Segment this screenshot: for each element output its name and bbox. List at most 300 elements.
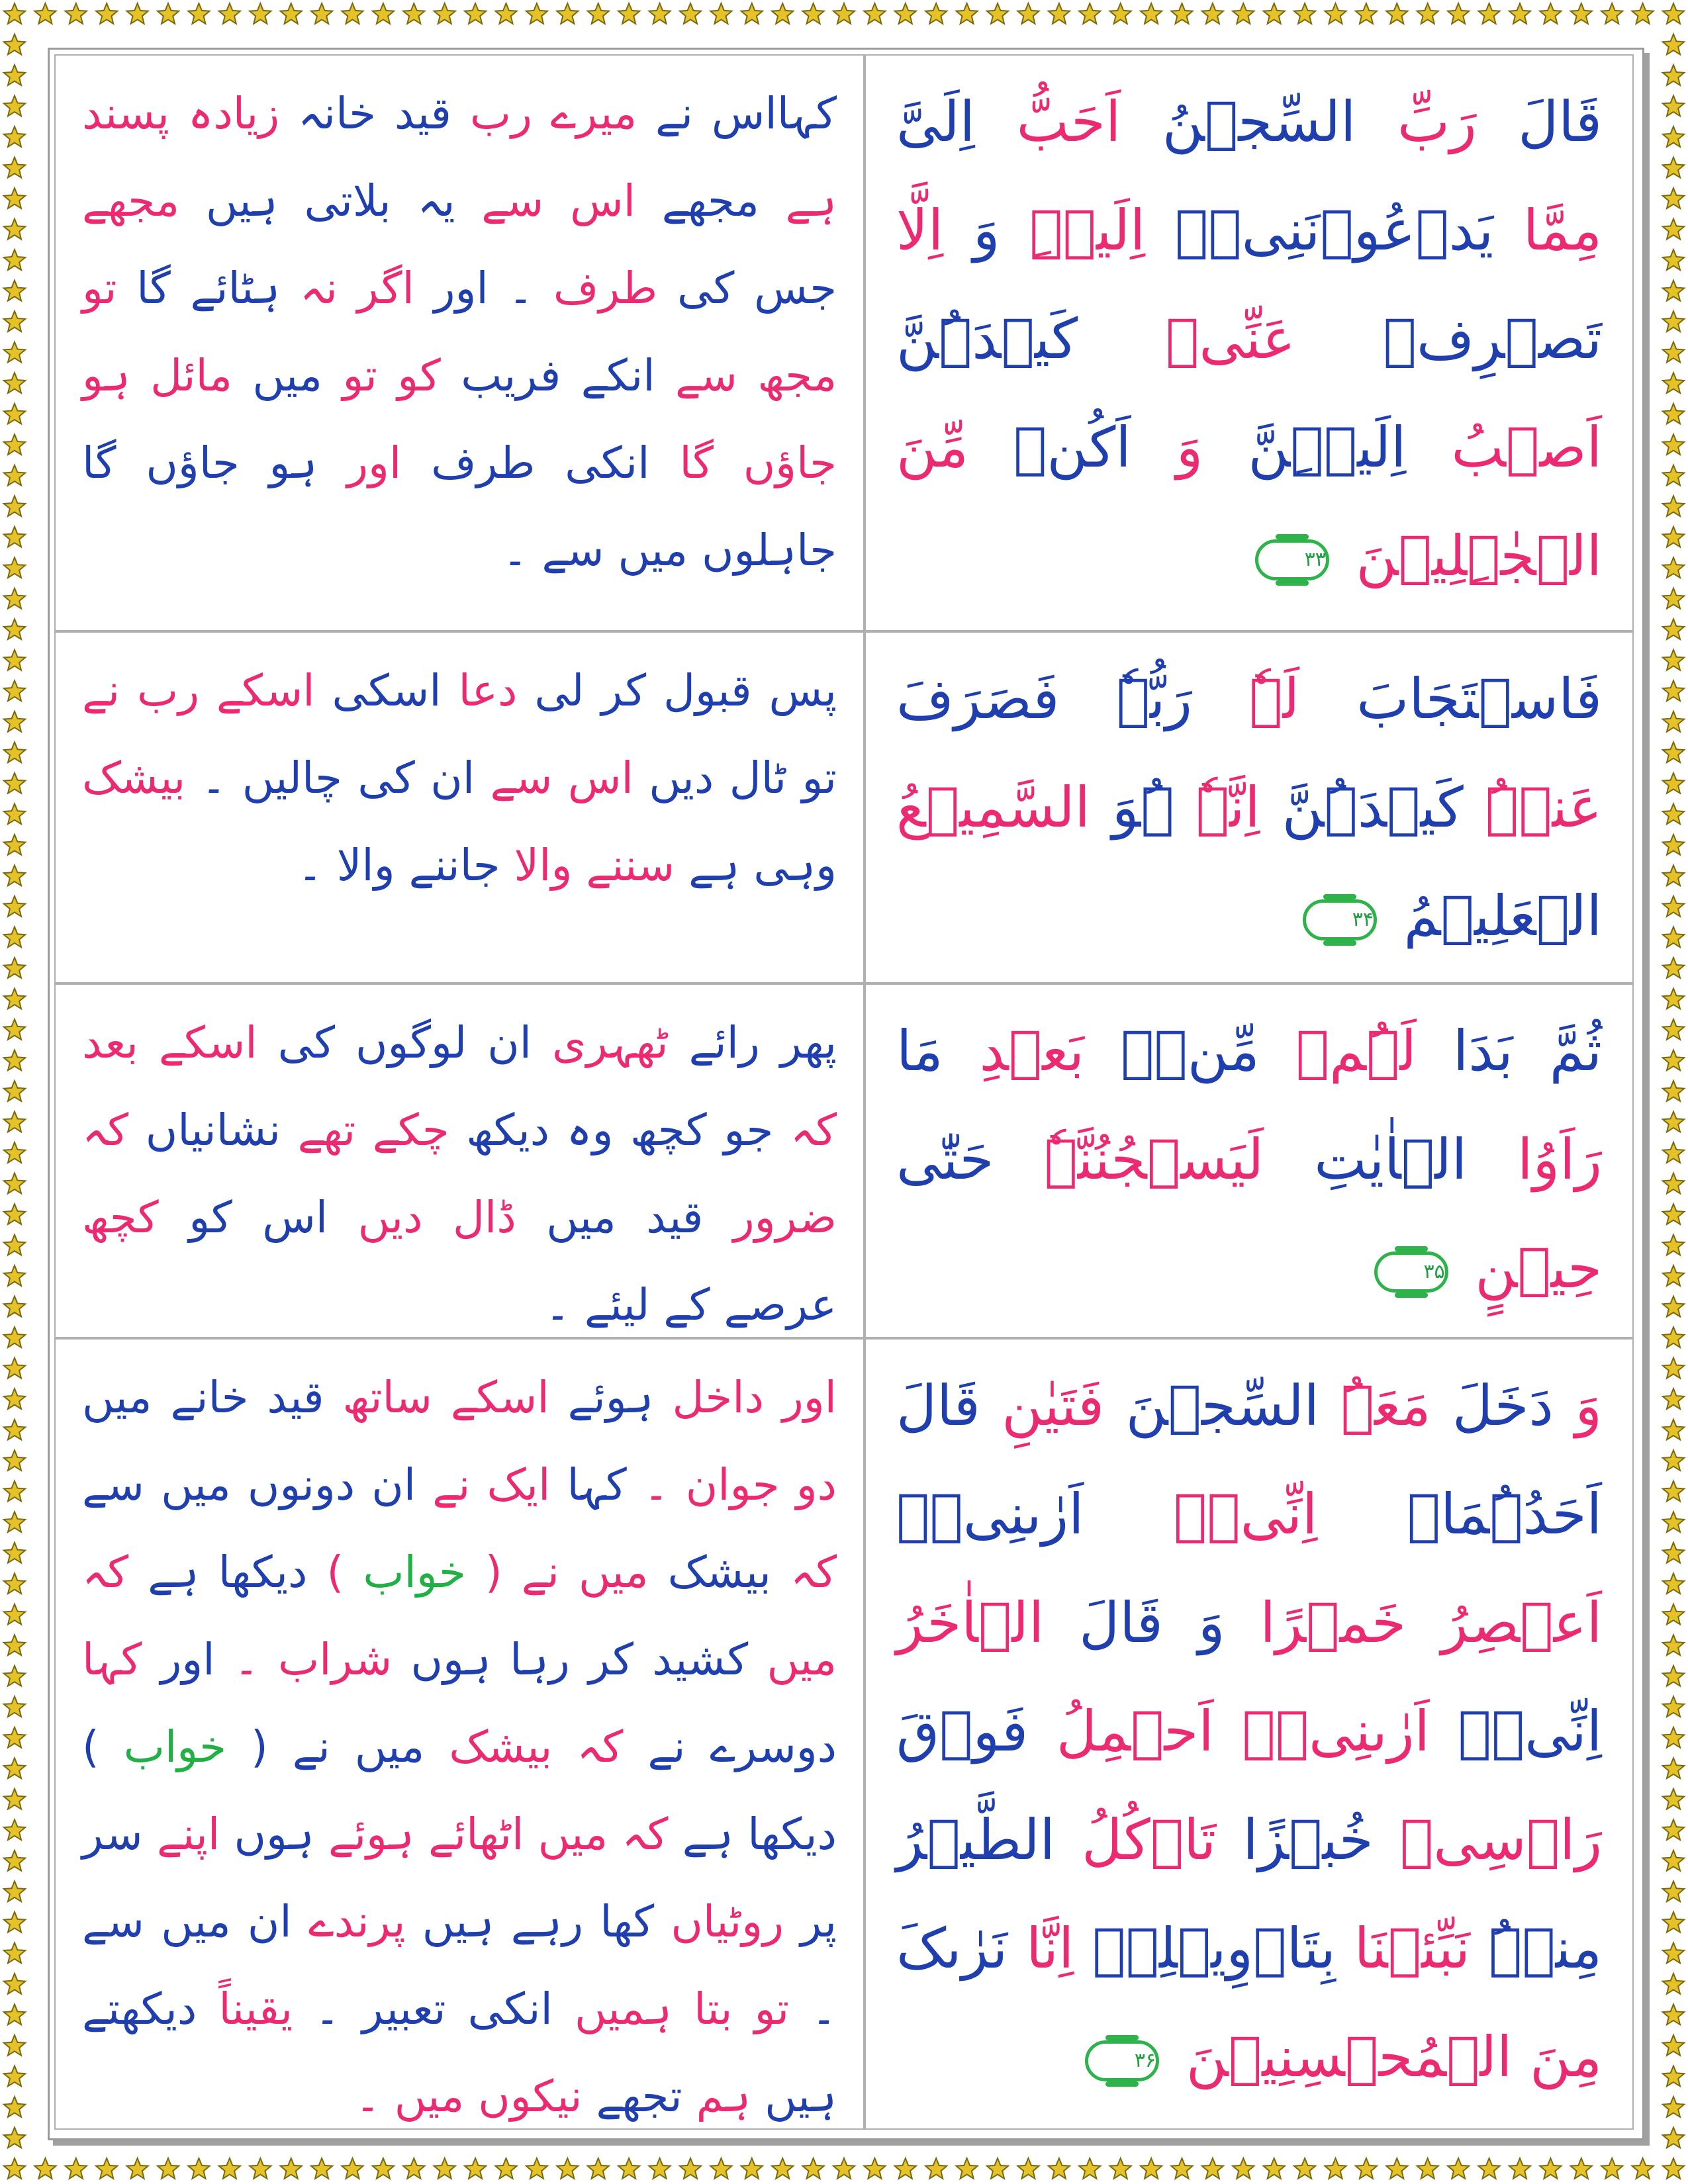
arabic-word: اِنَّہٗ [1196,775,1260,840]
urdu-phrase: طرف [553,263,658,314]
star-icon [680,3,701,24]
ayah-number: ۳۶ [1134,2049,1156,2073]
star-icon [526,2158,547,2179]
urdu-phrase: اور [160,1634,215,1685]
star-icon [4,96,25,116]
star-icon [188,2158,209,2179]
arabic-word: اِلَیۡہِنَّ [1248,415,1407,480]
star-icon [1663,465,1684,486]
star-icon [96,2158,117,2179]
arabic-word: نَبِّئۡنَا [1354,1916,1471,1981]
urdu-phrase: میں [252,350,322,401]
arabic-word: اِنَّا [1026,1916,1074,1981]
star-icon [1509,2158,1530,2179]
star-icon [1356,3,1377,24]
star-icon [4,219,25,240]
arabic-word: بِتَاۡوِیۡلِہٖ [1092,1916,1336,1981]
star-icon [1509,3,1530,24]
star-icon [925,2158,947,2179]
star-icon [1663,1912,1684,1933]
star-icon [557,2158,578,2179]
star-icon [373,2158,394,2179]
star-icon [1663,1297,1684,1317]
star-icon [1632,2158,1653,2179]
star-icon [342,3,363,24]
star-icon [4,1604,25,1625]
urdu-phrase: پس قبول کر لی [534,665,837,716]
urdu-phrase: ان کی چالیں ۔ [201,752,475,803]
star-icon [1663,1450,1684,1471]
urdu-phrase: ) [326,1547,344,1598]
star-icon [1663,65,1684,85]
star-icon [4,1758,25,1778]
star-icon [4,404,25,424]
star-icon [4,2097,25,2117]
star-icon [4,2035,25,2056]
ayah-end-marker-icon [1303,899,1377,940]
arabic-word: لَیَسۡجُنُنَّہٗ [1044,1127,1264,1192]
star-icon [4,1265,25,1286]
urdu-phrase: کہ میں [82,1547,837,1685]
star-icon [1663,96,1684,116]
urdu-phrase: کچھ [82,1192,159,1243]
star-icon [864,3,885,24]
star-icon [649,3,670,24]
star-icon [1663,896,1684,917]
star-icon [1663,1974,1684,1994]
star-icon [1663,1573,1684,1594]
urdu-phrase: خواب [123,1721,227,1772]
urdu-phrase: قید خانہ [298,88,451,139]
urdu-phrase: اگر نہ [299,263,414,314]
star-icon [1663,188,1684,208]
arabic-word: الۡاٰیٰتِ [1314,1127,1468,1192]
star-icon [1202,3,1223,24]
star-icon [4,188,25,208]
star-icon [1663,1420,1684,1440]
star-icon [4,1358,25,1379]
star-icon [925,3,947,24]
arabic-word: قَالَ [896,1373,980,1438]
urdu-phrase: اور داخل [672,1372,837,1423]
star-icon [4,1635,25,1655]
urdu-phrase: یقیناً [218,1983,293,2034]
star-icon [495,3,516,24]
arabic-word: فَتَیٰنِ [1002,1373,1105,1438]
star-icon [4,126,25,147]
urdu-translation-text [56,56,863,594]
star-icon [1202,2158,1223,2179]
ayah-number: ۳۴ [1352,908,1374,932]
star-icon [158,2158,179,2179]
arabic-word: فَوۡقَ [896,1699,1029,1764]
star-icon [4,1819,25,1840]
arabic-word: اَرٰىنِیۡۤ [1242,1699,1430,1764]
urdu-phrase: ( [485,1547,502,1598]
arabic-word: اِلَیَّ [896,89,975,154]
arabic-word: رَبِّ [1397,89,1477,154]
star-icon [1663,1204,1684,1224]
urdu-phrase: تو ٹال [729,752,837,803]
star-icon [434,3,455,24]
star-icon [4,527,25,547]
urdu-phrase: شراب ۔ [233,1634,393,1685]
star-icon [1141,2158,1162,2179]
urdu-phrase: روٹیاں [671,1896,784,1947]
arabic-word: ثُمَّ [1549,1019,1603,1083]
star-icon [4,1173,25,1194]
star-icon [557,3,578,24]
star-icon [4,250,25,270]
star-icon [4,65,25,85]
star-icon [1141,3,1162,24]
star-icon [1110,2158,1131,2179]
star-icon [1663,619,1684,639]
arabic-word: خُبۡزًا [1243,1807,1374,1872]
arabic-word: اَحۡمِلُ [1056,1699,1214,1764]
star-icon [1663,650,1684,670]
star-icon [895,2158,916,2179]
star-icon [4,342,25,363]
urdu-phrase: کہا [567,1459,627,1510]
urdu-phrase: بیشک [449,1721,553,1772]
star-icon [1171,2158,1192,2179]
urdu-phrase: بیشک [667,1547,771,1598]
star-icon [1663,773,1684,794]
star-icon [403,3,424,24]
arabic-word: قَالَ [1518,89,1603,154]
star-icon [4,588,25,609]
star-icon [1171,3,1192,24]
arabic-word: اِنِّیۡۤ [1173,1482,1318,1547]
star-icon [4,373,25,393]
star-icon [833,3,855,24]
star-icon [1663,1696,1684,1717]
star-icon [1478,2158,1499,2179]
star-icon [1079,2158,1100,2179]
star-icon [1386,2158,1407,2179]
urdu-phrase: ان میں سے ۔ [82,1896,837,2034]
star-icon [1663,557,1684,578]
star-icon [1663,1819,1684,1840]
urdu-phrase: ہم [696,2071,751,2122]
star-icon [1663,1265,1684,1286]
arabic-word: السَّمِیۡعُ [896,775,1090,840]
star-icon [957,2158,978,2179]
star-icon [1663,588,1684,609]
urdu-phrase: انکی تعبیر ۔ [314,1983,553,2034]
arabic-word: لَہٗ [1249,666,1300,731]
star-icon [680,2158,701,2179]
star-icon [1417,2158,1438,2179]
urdu-translation-cell [54,631,865,983]
arabic-verse-text [866,1340,1632,2111]
star-icon [1417,3,1438,24]
arabic-word: مِّنَ [896,415,968,480]
star-icon [4,311,25,332]
arabic-word: عَنۡہُ [1485,775,1603,840]
urdu-phrase: کہ میں [538,1809,669,1860]
urdu-phrase: انکے فریب [461,350,655,401]
arabic-word: مِمَّا [1523,198,1603,263]
star-icon [4,989,25,1009]
star-icon [4,711,25,732]
star-icon [4,1204,25,1224]
star-icon [1663,2128,1684,2148]
star-icon [4,835,25,855]
star-icon [987,3,1008,24]
star-icon [772,2158,793,2179]
arabic-word: کَیۡدَہُنَّ [1282,775,1464,840]
urdu-phrase: سر پر [82,1809,837,1947]
star-icon [1663,1543,1684,1563]
arabic-word: حَتّٰی [896,1127,994,1192]
urdu-translation-text [56,985,863,1338]
star-icon [4,619,25,639]
ayah-end-marker-icon [1255,539,1329,580]
arabic-word: مِّنۡۢ [1120,1019,1260,1083]
star-icon [588,3,609,24]
star-icon [1663,1635,1684,1655]
star-icon [710,2158,731,2179]
urdu-phrase: تو بتا ہمیں [575,1983,790,2034]
star-icon [1663,2097,1684,2117]
star-icon [618,2158,639,2179]
arabic-word: رَبُّہٗ [1116,666,1192,731]
arabic-word: بَعۡدِ [979,1019,1084,1083]
urdu-phrase: قید خانے میں [82,1372,324,1423]
urdu-phrase: اس سے [481,175,635,226]
arabic-word: یَدۡعُوۡنَنِیۡۤ [1174,198,1494,263]
arabic-word: اَکُنۡ [1013,415,1131,480]
urdu-phrase: کھا [600,1896,655,1947]
urdu-translation-text [56,1340,863,2130]
urdu-phrase: انکی طرف [431,437,650,488]
arabic-word: اِلَیۡہِ [1029,198,1146,263]
star-icon [1663,1235,1684,1255]
star-icon [403,2158,424,2179]
arabic-word: فَصَرَفَ [896,666,1060,731]
star-icon [4,1297,25,1317]
arabic-verse-text [866,633,1632,970]
urdu-translation-cell [54,983,865,1338]
star-icon [1663,1050,1684,1071]
star-icon [4,865,25,886]
arabic-word: رَاَوُا [1517,1127,1602,1192]
star-icon [1540,2158,1561,2179]
arabic-word: اِلَّا [896,198,944,263]
star-icon [526,3,547,24]
star-icon [127,2158,148,2179]
urdu-phrase: اسکے ساتھ [342,1372,549,1423]
star-icon [1571,3,1592,24]
star-icon [4,1942,25,1963]
star-icon [772,3,793,24]
star-icon [1264,2158,1285,2179]
star-icon [4,2004,25,2025]
urdu-phrase: کشید کر رہا ہوں [410,1634,749,1685]
urdu-phrase: کہ ضرور [82,1105,837,1243]
arabic-word: اَرٰىنِیۡۤ [896,1482,1084,1547]
arabic-word: الۡمُحۡسِنِیۡنَ [1186,2025,1513,2089]
star-icon [66,2158,87,2179]
urdu-phrase: جاننے والا ۔ [297,840,500,891]
star-icon [1356,2158,1377,2179]
star-icon [4,1450,25,1471]
urdu-phrase: ان لوگوں کی [277,1017,532,1068]
star-icon [1663,2004,1684,2025]
urdu-phrase: وہی ہے [688,840,837,891]
star-icon [1663,496,1684,516]
star-icon [4,281,25,301]
star-icon [1294,2158,1315,2179]
urdu-phrase: نشانیاں [145,1105,281,1156]
arabic-word: وَ [1575,1373,1602,1438]
star-icon [1663,219,1684,240]
star-icon [1663,3,1684,24]
star-icon [4,2128,25,2148]
arabic-word: السِّجۡنَ [1125,1373,1320,1438]
star-icon [4,1573,25,1594]
star-icon [1663,1481,1684,1502]
star-icon [4,896,25,917]
star-icon [4,34,25,55]
urdu-translation-text [56,633,863,909]
star-icon [4,1481,25,1502]
star-icon [1540,3,1561,24]
star-icon [311,2158,332,2179]
star-icon [1448,2158,1469,2179]
star-icon [4,1543,25,1563]
star-icon [957,3,978,24]
star-icon [864,2158,885,2179]
star-icon [1325,3,1346,24]
urdu-phrase: جاہلوں میں سے ۔ [502,525,837,576]
star-icon [66,3,87,24]
arabic-word: اَعۡصِرُ [1440,1590,1603,1655]
urdu-phrase: قید میں [546,1192,704,1243]
star-icon [1663,342,1684,363]
arabic-word: ہُوَ [1111,775,1174,840]
urdu-phrase: دعا [458,665,518,716]
urdu-phrase: میرے رب [469,88,637,139]
star-icon [373,3,394,24]
arabic-word: السِّجۡنُ [1162,89,1356,154]
star-icon [1017,3,1039,24]
star-icon [465,2158,486,2179]
urdu-phrase: مجھے [82,175,180,226]
star-icon [1663,2158,1684,2179]
star-icon [1017,2158,1039,2179]
urdu-phrase: خواب [363,1547,466,1598]
star-icon [1663,1727,1684,1748]
star-icon [311,3,332,24]
star-icon [1233,2158,1254,2179]
ayah-end-marker-icon [1085,2040,1159,2081]
urdu-phrase: جس کی [677,263,837,314]
star-icon [1663,2035,1684,2056]
arabic-word: لَہُمۡ [1295,1019,1417,1083]
ayah-number: ۳۵ [1423,1260,1445,1284]
arabic-word: فَاسۡتَجَابَ [1356,666,1602,731]
star-icon [281,2158,302,2179]
star-icon [34,3,56,24]
star-icon [1663,1358,1684,1379]
arabic-verse-text [866,985,1632,1322]
star-icon [1049,2158,1070,2179]
arabic-word: مِنَ [1530,2025,1602,2089]
star-icon [127,3,148,24]
star-icon [802,3,823,24]
urdu-phrase: عرصے کے لیئے ۔ [545,1279,837,1330]
urdu-phrase: اس کو [189,1192,328,1243]
arabic-word: خَمۡرًا [1260,1590,1407,1655]
star-icon [465,3,486,24]
star-icon [1478,3,1499,24]
urdu-phrase: میں نے [292,1721,425,1772]
star-icon [1663,1789,1684,1809]
arabic-word: مَعَہُ [1340,1373,1431,1438]
arabic-verse-cell [865,631,1634,983]
star-icon [4,1142,25,1163]
star-icon [1663,865,1684,886]
arabic-word: مِنۡہُ [1488,1916,1602,1981]
urdu-phrase: نیکوں میں ۔ [355,2071,583,2122]
star-icon [1663,989,1684,1009]
star-icon [4,434,25,455]
arabic-verse-cell [865,54,1634,631]
star-icon [1325,2158,1346,2179]
star-icon [1663,1327,1684,1347]
star-icon [1663,1173,1684,1194]
star-icon [833,2158,855,2179]
star-icon [1663,1512,1684,1532]
urdu-phrase: مجھے [661,175,759,226]
star-icon [1663,1881,1684,1901]
urdu-phrase: ( [251,1721,268,1772]
star-icon [4,496,25,516]
star-icon [1663,742,1684,762]
arabic-word: الۡاٰخَرُ [896,1590,1045,1655]
star-icon [4,1327,25,1347]
star-icon [1663,1081,1684,1101]
star-icon [1663,680,1684,701]
urdu-phrase: کو تو [342,350,441,401]
urdu-phrase: جو کچھ [630,1105,774,1156]
urdu-phrase: دوسرے نے [647,1721,837,1772]
star-icon [4,1850,25,1871]
star-icon [434,2158,455,2179]
star-icon [1663,927,1684,947]
urdu-phrase: ایک نے [432,1459,551,1510]
star-icon [4,680,25,701]
star-icon [1663,2066,1684,2087]
star-icon [1663,404,1684,424]
urdu-phrase: بیشک [82,752,186,803]
star-icon [1663,1388,1684,1409]
star-icon [281,3,302,24]
arabic-word: بَدَا [1452,1019,1513,1083]
arabic-word: الۡعَلِیۡمُ [1403,884,1602,948]
ayah-end-marker-icon [1374,1251,1448,1293]
star-icon [1663,1942,1684,1963]
urdu-phrase: زیادہ پسند ہے [82,88,837,226]
arabic-word: وَ [972,198,1000,263]
urdu-phrase: دو [796,1459,837,1510]
urdu-phrase: کہ [790,1547,837,1598]
star-icon [1663,34,1684,55]
urdu-phrase: تجھے [596,2071,682,2122]
